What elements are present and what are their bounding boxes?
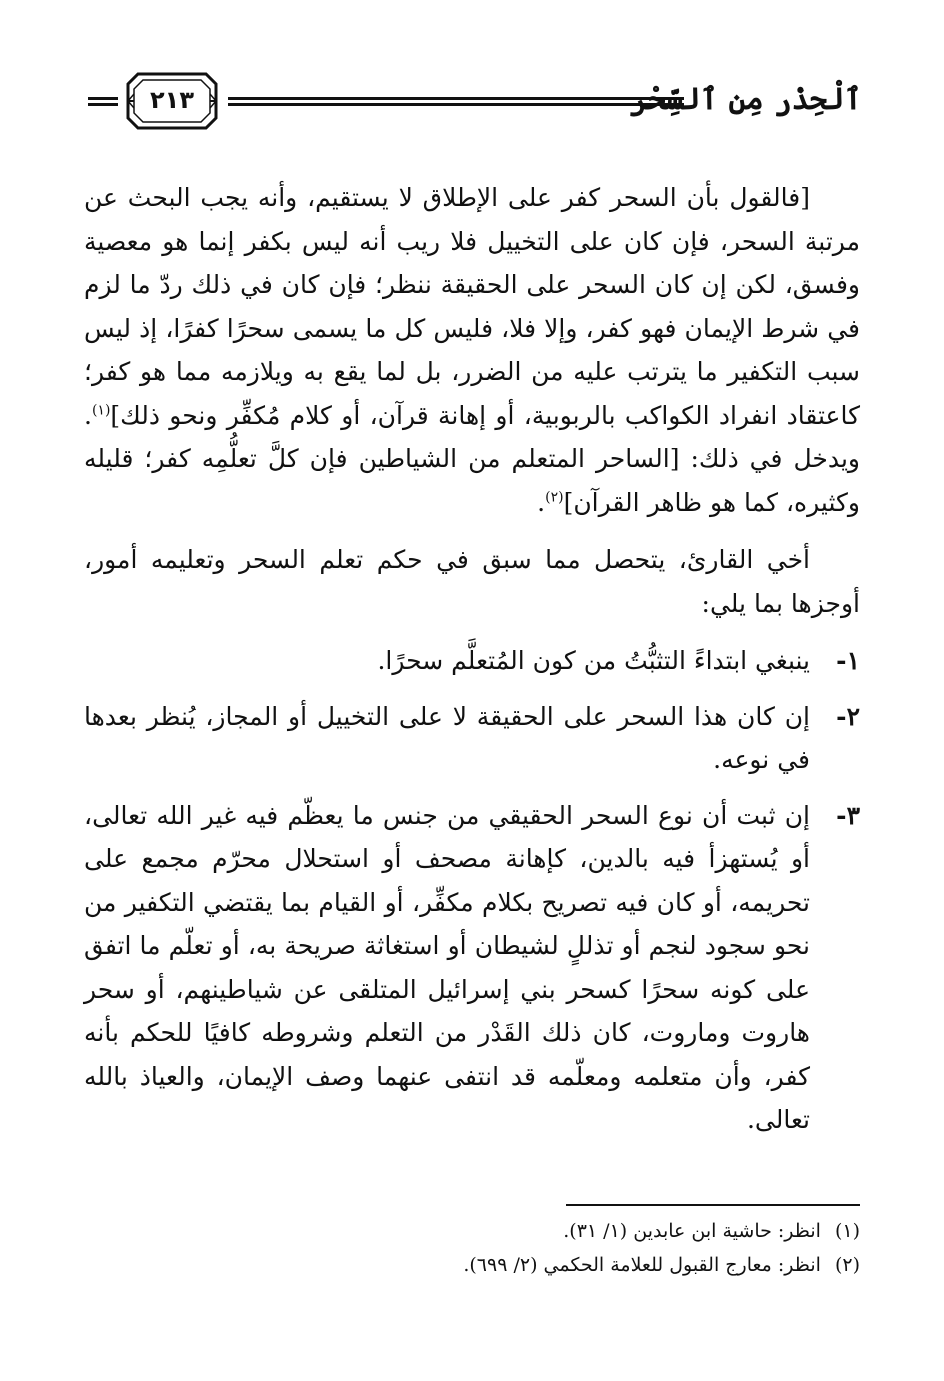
list-item-number: ٢- bbox=[836, 701, 860, 731]
list-item-number: ١- bbox=[836, 646, 860, 675]
page-header bbox=[88, 70, 862, 140]
paragraph-summary: أخي القارئ، يتحصل مما سبق في حكم تعلم السحر وتعليمه أمور، أوجزها بما يلي: bbox=[84, 545, 860, 618]
list-item bbox=[84, 695, 860, 782]
footnote-ref-2: (٢) bbox=[545, 489, 564, 506]
footnote-1-number: (١) bbox=[834, 1220, 860, 1242]
footnote-ref-1: (١) bbox=[91, 402, 111, 419]
footnote-2-text: انظر: معارج القبول للعلامة الحكمي (٢/ ٦٩٩). bbox=[463, 1254, 821, 1276]
paragraph-1-text: [فالقول بأن السحر كفر على الإطلاق لا يستقيم، وأنه يجب البحث عن مرتبة السحر، فإن كان على التخييل فلا ريب أنه ليس بكفر إنما هو معصية وفسق، لكن إن كان السحر على الحقيقة ننظر؛ فإن كان في ذلك ردّ ما لزم في شرط الإيمان فهو كفر، وإلا فلا، فليس كل ما يسمى سحرًا كفرًا، إذ ليس سبب التكفير ما يترتب عليه من الضرر، بل لما يقع به ويلازمه مما هو كفر؛ كاعتقاد انفراد الكواكب بالربوبية، أو إهانة قرآن، أو كلام مُكفِّر ونحو ذلك] bbox=[84, 183, 860, 430]
numbered-list bbox=[84, 639, 860, 1142]
list-item bbox=[84, 794, 860, 1142]
footnote-2-number: (٢) bbox=[834, 1254, 860, 1276]
footnotes bbox=[84, 1214, 860, 1282]
list-item bbox=[84, 639, 860, 683]
footnote-2 bbox=[84, 1248, 860, 1282]
list-item-text: إن ثبت أن نوع السحر الحقيقي من جنس ما يعظّم فيه غير الله تعالى، أو يُستهزأ فيه بالدين، كإهانة مصحف أو استحلال محرّم مجمع على تحريمه، أو كان فيه تصريح بكلام مكفِّر، أو القيام بما يقتضي التكفير من نحو سجود لنجم أو تذللٍ لشيطان أو استغاثة صريحة به، أو تعلّم ما اتفق على كونه سحرًا كسحر بني إسرائيل المتلقى عن شياطينهم، أو سحر هاروت وماروت، كان ذلك القَدْر من التعلم وشروطه كافيًا للحكم بأنه كفر، وأن متعلمه ومعلّمه قد انتفى عنهما وصف الإيمان، والعياذ بالله تعالى. bbox=[84, 800, 810, 1134]
paragraph-1-end: . bbox=[537, 487, 546, 517]
list-item-number: ٣- bbox=[836, 800, 860, 830]
main-text bbox=[84, 176, 860, 1154]
list-item-text: إن كان هذا السحر على الحقيقة لا على التخييل أو المجاز، يُنظر بعدها في نوعه. bbox=[84, 701, 810, 774]
page-number: ٢١٣ bbox=[150, 86, 194, 114]
paragraph-1-continuation: . ويدخل في ذلك: [الساحر المتعلم من الشياطين فإن كلَّ تعلُّمِه كفر؛ قليله وكثيره، كما هو ظاهر القرآن] bbox=[84, 400, 860, 517]
header-rule-left bbox=[88, 97, 118, 106]
list-item-text: ينبغي ابتداءً التثبُّتُ من كون المُتعلَّم سحرًا. bbox=[377, 646, 810, 675]
footnote-separator bbox=[566, 1204, 860, 1206]
page-number-frame bbox=[124, 70, 220, 132]
footnote-1 bbox=[84, 1214, 860, 1248]
footnote-1-text: انظر: حاشية ابن عابدين (١/ ٣١). bbox=[563, 1220, 821, 1242]
header-double-rule bbox=[228, 97, 684, 106]
running-title: ٱلْحِذْر مِن ٱلسِّحْر bbox=[630, 82, 862, 117]
paragraph-quote bbox=[84, 176, 860, 524]
